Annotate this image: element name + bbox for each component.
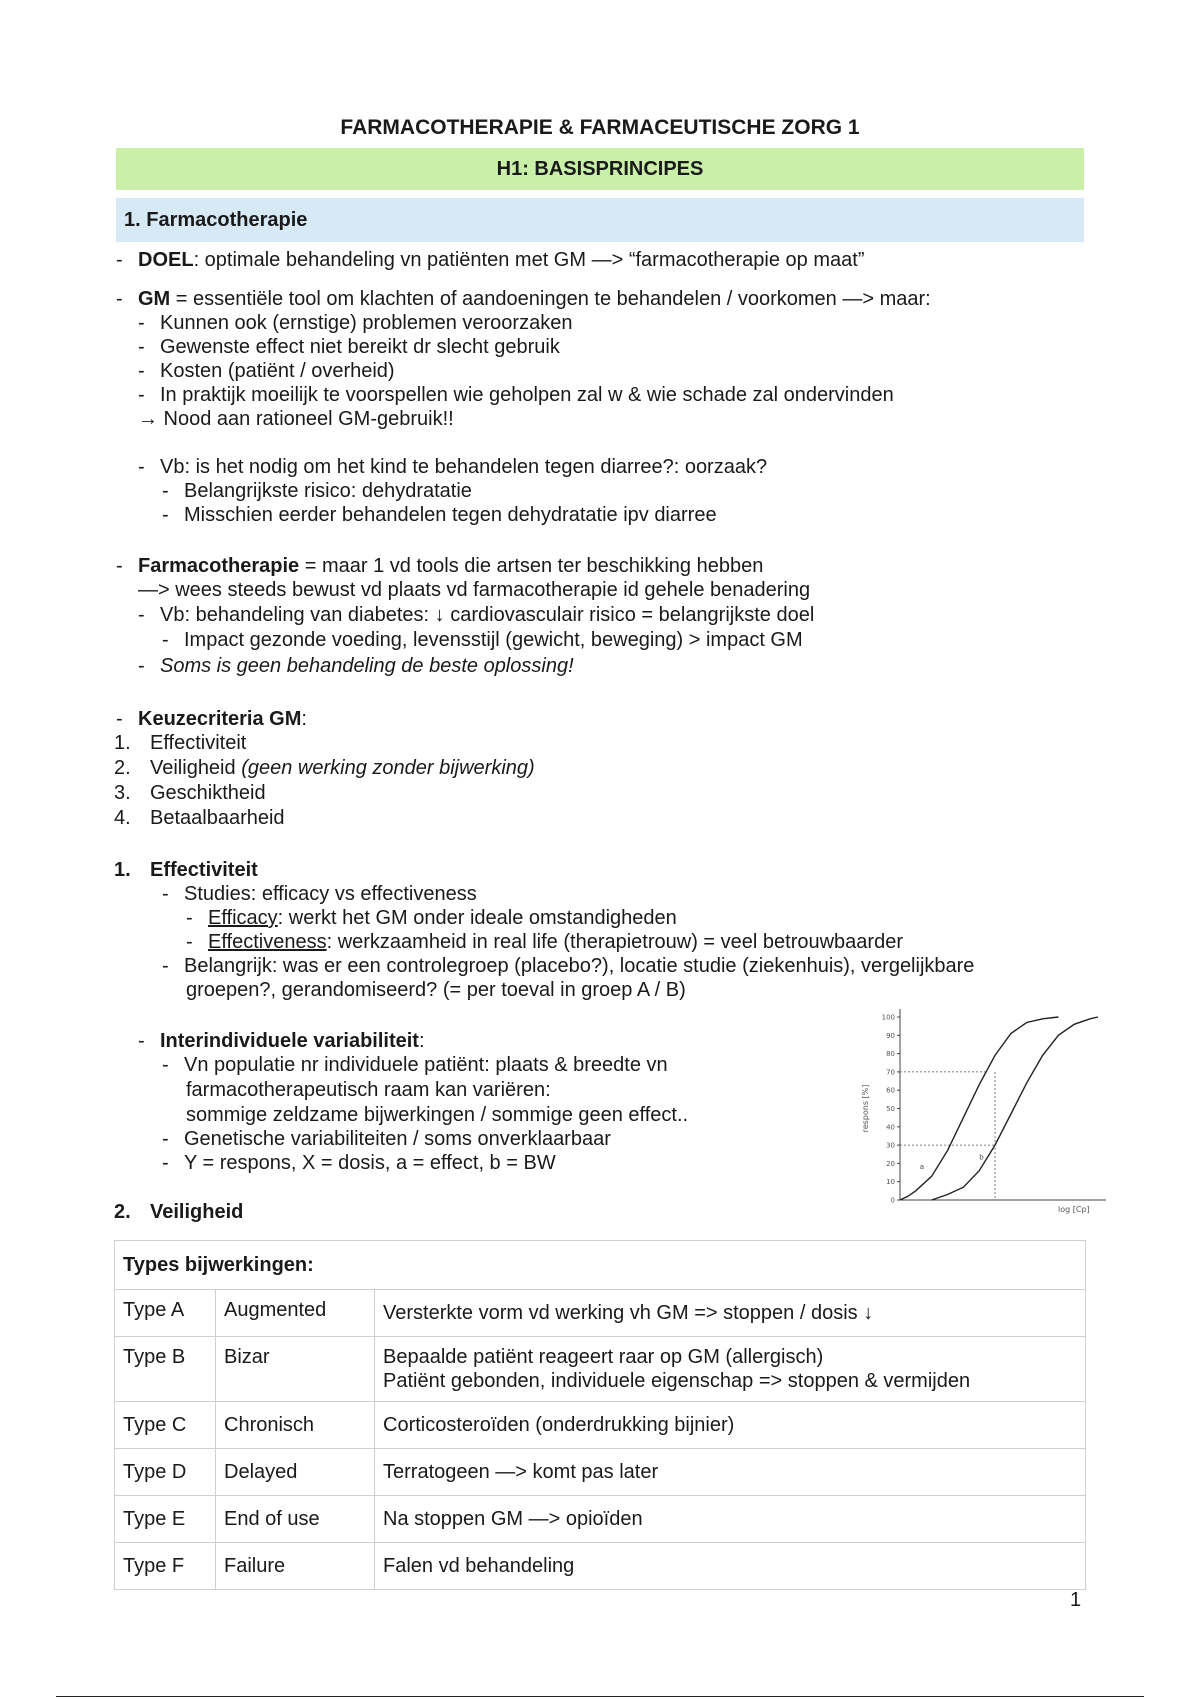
table-row: Type E End of use Na stoppen GM —> opioïden [115, 1496, 1086, 1543]
list-item-continued: sommige zeldzame bijwerkingen / sommige geen effect.. [186, 1104, 689, 1126]
list-item: - Vn populatie nr individuele patiënt: plaats & breedte vn [162, 1054, 668, 1076]
list-item: - Misschien eerder behandelen tegen dehydratatie ipv diarree [162, 504, 717, 526]
y-tick-label: 70 [886, 1068, 895, 1077]
y-tick-label: 0 [890, 1196, 895, 1205]
page-number: 1 [1070, 1589, 1082, 1611]
criteria-item: 3. Geschiktheid [114, 782, 266, 804]
y-tick-label: 30 [886, 1141, 895, 1150]
gm-label: GM [138, 288, 171, 310]
list-item-continued: farmacotherapeutisch raam kan variëren: [186, 1079, 551, 1101]
doel-line [116, 248, 864, 272]
gm-line [116, 287, 931, 311]
y-tick-label: 100 [881, 1013, 895, 1022]
dose-response-chart [850, 1005, 1120, 1220]
bullet-dash: - [116, 249, 123, 271]
veiligheid-heading: 2. Veiligheid [114, 1201, 244, 1223]
list-item: - Gewenste effect niet bereikt dr slecht gebruik [138, 336, 560, 358]
curve-label-b: b [979, 1153, 984, 1162]
gm-text: = essentiële tool om klachten of aandoeningen te behandelen / voorkomen —> maar: [170, 288, 931, 310]
table-header-row [115, 1241, 1086, 1290]
effectiviteit-heading: 1. Effectiviteit [114, 859, 258, 881]
list-item: - Vb: behandeling van diabetes: ↓ cardiovasculair risico = belangrijkste doel [138, 604, 815, 626]
x-axis-label: log [Cp] [1058, 1205, 1090, 1214]
list-item: - Impact gezonde voeding, levensstijl (gewicht, beweging) > impact GM [162, 629, 803, 651]
table-row: Type B Bizar Bepaalde patiënt reageert raar op GM (allergisch) Patiënt gebonden, individuele eigenschap => stoppen & vermijden [115, 1337, 1086, 1402]
criteria-item: 2. Veiligheid (geen werking zonder bijwerking) [114, 757, 535, 779]
farma-label: Farmacotherapie [138, 555, 300, 577]
list-item-continued: groepen?, gerandomiseerd? (= per toeval in groep A / B) [186, 979, 686, 1001]
doel-label: DOEL [138, 249, 194, 271]
y-tick-label: 20 [886, 1159, 895, 1168]
document-title: FARMACOTHERAPIE & FARMACEUTISCHE ZORG 1 [340, 116, 860, 139]
y-tick-label: 90 [886, 1031, 895, 1040]
series-line-a [900, 1017, 1058, 1200]
farma-line: - Farmacotherapie = maar 1 vd tools die artsen ter beschikking hebben [116, 555, 764, 577]
table-row: Type A Augmented Versterkte vorm vd werking vh GM => stoppen / dosis ↓ [115, 1290, 1086, 1337]
list-item: - Effectiveness: werkzaamheid in real life (therapietrouw) = veel betrouwbaarder [186, 931, 903, 953]
list-item: - Efficacy: werkt het GM onder ideale omstandigheden [186, 907, 677, 929]
series-line-b [932, 1017, 1098, 1200]
list-item: - Kunnen ook (ernstige) problemen veroorzaken [138, 312, 573, 334]
list-item: - In praktijk moeilijk te voorspellen wie geholpen zal w & wie schade zal ondervinden [138, 384, 894, 406]
table-header: Types bijwerkingen: [115, 1241, 1086, 1290]
inter-heading: - Interindividuele variabiliteit: [138, 1030, 425, 1052]
y-tick-label: 60 [886, 1086, 895, 1095]
gm-conclusion: → Nood aan rationeel GM-gebruik!! [138, 408, 454, 430]
list-item: - Genetische variabiliteiten / soms onverklaarbaar [162, 1128, 611, 1150]
table-row: Type F Failure Falen vd behandeling [115, 1543, 1086, 1590]
y-axis-label: respons [%] [861, 1084, 870, 1133]
list-item: - Studies: efficacy vs effectiveness [162, 883, 477, 905]
criteria-line: - Keuzecriteria GM: [116, 708, 307, 730]
bottom-rule [56, 1696, 1144, 1697]
list-item: - Vb: is het nodig om het kind te behandelen tegen diarree?: oorzaak? [138, 456, 768, 478]
list-item: - Belangrijkste risico: dehydratatie [162, 480, 472, 502]
table-row: Type C Chronisch Corticosteroïden (onderdrukking bijnier) [115, 1402, 1086, 1449]
list-item: - Kosten (patiënt / overheid) [138, 360, 395, 382]
y-tick-label: 40 [886, 1123, 895, 1132]
side-effects-table [114, 1240, 1086, 1590]
bullet-dash: - [116, 288, 123, 310]
farma-line-2: —> wees steeds bewust vd plaats vd farmacotherapie id gehele benadering [138, 579, 811, 601]
y-tick-label: 80 [886, 1050, 895, 1059]
list-item: - Y = respons, X = dosis, a = effect, b = BW [162, 1152, 556, 1174]
section-heading: 1. Farmacotherapie [116, 198, 1084, 242]
chart-layer [861, 1009, 1106, 1214]
criteria-item: 1. Effectiviteit [114, 732, 247, 754]
y-tick-label: 50 [886, 1105, 895, 1113]
criteria-item: 4. Betaalbaarheid [114, 807, 285, 829]
table-row: Type D Delayed Terratogeen —> komt pas later [115, 1449, 1086, 1496]
chapter-heading: H1: BASISPRINCIPES [116, 148, 1084, 190]
list-item: - Soms is geen behandeling de beste oplossing! [138, 655, 574, 677]
y-tick-label: 10 [886, 1178, 895, 1187]
curve-label-a: a [919, 1162, 925, 1171]
list-item: - Belangrijk: was er een controlegroep (placebo?), locatie studie (ziekenhuis), vergelijkbare [162, 955, 975, 977]
doel-text: : optimale behandeling vn patiënten met GM —> “farmacotherapie op maat” [193, 249, 865, 271]
